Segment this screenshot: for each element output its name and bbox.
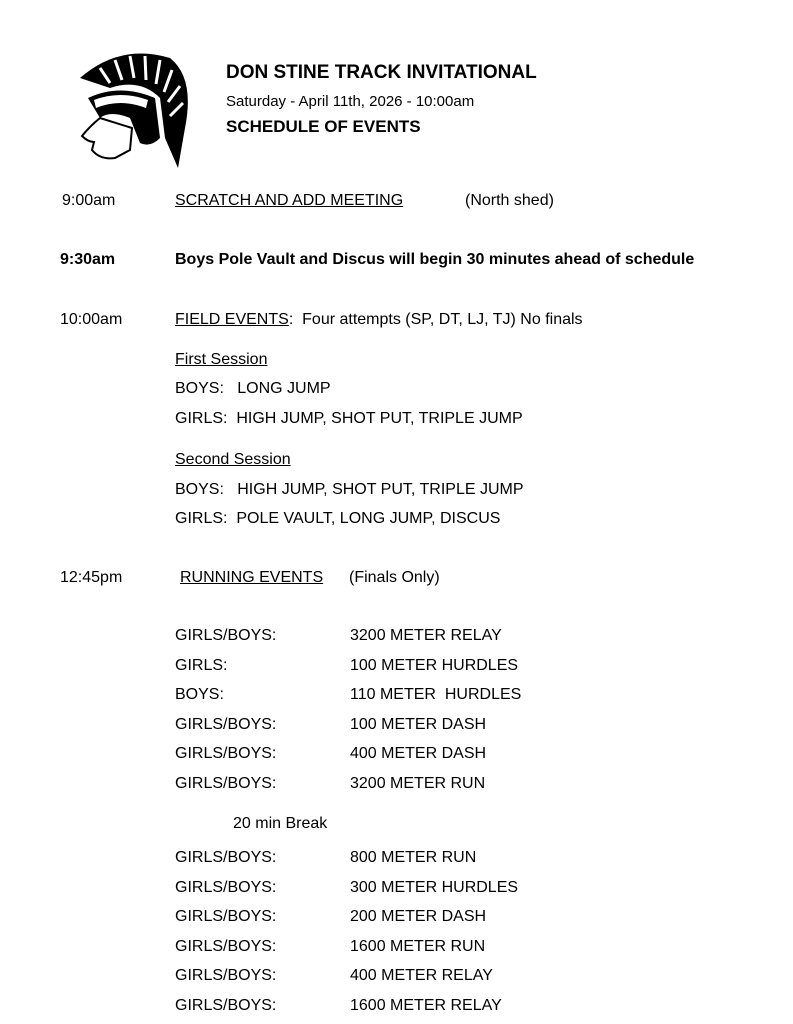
trojan-helmet-logo [60,38,210,178]
running-group: GIRLS/BOYS: [175,745,277,762]
field-note: : Four attempts (SP, DT, LJ, TJ) No finals [288,311,583,328]
running-group: GIRLS/BOYS: [175,878,277,896]
running-event: 1600 METER RELAY [350,996,502,1014]
running-group: BOYS: [175,686,224,703]
early-time: 9:30am [60,251,116,268]
early-text: Boys Pole Vault and Discus will begin 30 minutes ahead of schedule [175,251,695,268]
session-line: BOYS: HIGH JUMP, SHOT PUT, TRIPLE JUMP [175,481,524,498]
running-group: GIRLS/BOYS: [175,849,277,866]
field-time: 10:00am [60,311,123,328]
running-group: GIRLS/BOYS: [175,627,277,644]
scratch-note: (North shed) [465,192,554,209]
running-event: 100 METER HURDLES [350,656,519,674]
running-event: 3200 METER RELAY [350,627,502,644]
running-group: GIRLS/BOYS: [175,937,277,955]
running-event: 400 METER DASH [350,745,487,762]
session-line: GIRLS: HIGH JUMP, SHOT PUT, TRIPLE JUMP [175,410,523,427]
running-group: GIRLS: [175,656,228,674]
session-line: BOYS: LONG JUMP [175,380,331,397]
scratch-time: 9:00am [62,192,116,209]
running-event: 800 METER RUN [350,849,477,866]
field-line [175,310,583,330]
running-note: (Finals Only) [349,569,440,586]
running-event: 400 METER RELAY [350,967,493,984]
scratch-label: SCRATCH AND ADD MEETING [175,192,404,209]
running-group: GIRLS/BOYS: [175,996,277,1014]
event-title: DON STINE TRACK INVITATIONAL [226,62,537,83]
session-title: Second Session [175,451,291,468]
field-label: FIELD EVENTS [175,311,289,328]
running-group: GIRLS/BOYS: [175,715,277,733]
running-event: 300 METER HURDLES [350,878,519,896]
running-event: 100 METER DASH [350,715,487,733]
session-line: GIRLS: POLE VAULT, LONG JUMP, DISCUS [175,510,501,527]
running-event: 3200 METER RUN [350,774,486,792]
running-event: 110 METER HURDLES [350,686,522,703]
running-event: 1600 METER RUN [350,937,486,955]
running-label: RUNNING EVENTS [180,569,324,586]
break-label: 20 min Break [233,815,328,832]
session-title: First Session [175,351,268,368]
event-date: Saturday - April 11th, 2026 - 10:00am [226,93,475,110]
running-group: GIRLS/BOYS: [175,967,277,984]
running-group: GIRLS/BOYS: [175,908,277,925]
running-time: 12:45pm [60,569,123,586]
running-event: 200 METER DASH [350,908,487,925]
schedule-heading: SCHEDULE OF EVENTS [226,117,421,136]
running-group: GIRLS/BOYS: [175,774,277,792]
